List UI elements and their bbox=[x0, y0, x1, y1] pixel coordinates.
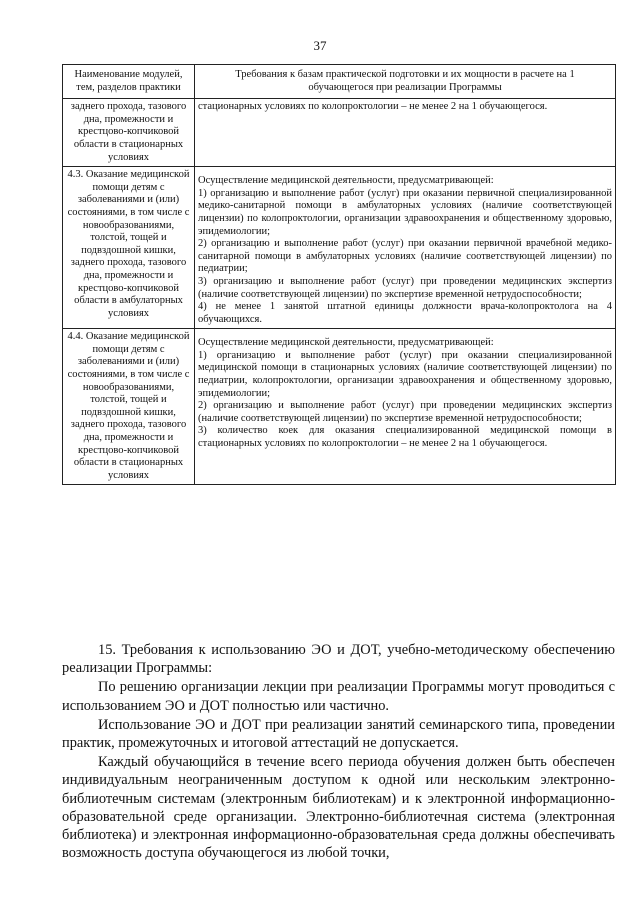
requirement-line: 2) организацию и выполнение работ (услуг) при оказании первичной врачебной медико-санитарной помощи в амбулаторных условиях (наличие соответствующей лицензии) по педиатрии; bbox=[198, 238, 612, 275]
body-text bbox=[62, 641, 615, 863]
page-number: 37 bbox=[313, 38, 327, 53]
table-header-row bbox=[63, 65, 616, 99]
row-requirements-cell bbox=[195, 329, 616, 485]
requirement-line: 3) количество коек для оказания специализированной медицинской помощи в стационарных условиях по колопроктологии – не менее 2 на 1 обучающегося. bbox=[198, 425, 612, 450]
requirements-table bbox=[62, 64, 616, 485]
paragraph: По решению организации лекции при реализации Программы могут проводиться с использованием ЭО и ДОТ полностью или частично. bbox=[62, 679, 615, 714]
header-requirements: Требования к базам практической подготовки и их мощности в расчете на 1 обучающегося при реализации Программы bbox=[195, 65, 616, 99]
paragraph: Каждый обучающийся в течение всего периода обучения должен быть обеспечен индивидуальным неограниченным доступом к одной или нескольким электронно-библиотечным системам (электронным библиотекам) и к электронной информационно-образовательной среде организации. Электронно-библиотечная система (электронная библиотека) и электронная информационно-образовательная среда должны обеспечивать возможность доступа обучающегося из любой точки, bbox=[62, 754, 615, 862]
row-requirements-cell bbox=[195, 167, 616, 329]
requirement-line: 3) организацию и выполнение работ (услуг) при проведении медицинских экспертиз (наличие соответствующей лицензии) по экспертизе временной нетрудоспособности; bbox=[198, 275, 612, 300]
table-row bbox=[63, 99, 616, 167]
row-requirements-cell bbox=[195, 99, 616, 167]
requirement-line: 1) организацию и выполнение работ (услуг) при оказании первичной специализированной медико-санитарной помощи в амбулаторных условиях (наличие соответствующей лицензии) по колопроктологии, организации здравоохранения и общественному здоровью, эпидемиологии; bbox=[198, 187, 612, 237]
row-module-cell: 4.4. Оказание медицинской помощи детям с заболеваниями и (или) состояниями, в том числе с новообразованиями, толстой, тощей и подвздошной кишки, заднего прохода, тазового дна, промежности и крестцово-копчиковой области в стационарных условиях bbox=[63, 329, 195, 485]
requirement-line: 4) не менее 1 занятой штатной единицы должности врача-колопроктолога на 4 обучающихся. bbox=[198, 301, 612, 325]
requirement-line: стационарных условиях по колопроктологии – не менее 2 на 1 обучающегося. bbox=[198, 101, 548, 113]
table-row bbox=[63, 167, 616, 329]
row-module-cell: 4.3. Оказание медицинской помощи детям с заболеваниями и (или) состояниями, в том числе с новообразованиями, толстой, тощей и подвздошной кишки, заднего прохода, тазового дна, промежности и крестцово-копчиковой области в амбулаторных условиях bbox=[63, 167, 195, 329]
section-heading-paragraph: 15. Требования к использованию ЭО и ДОТ, учебно-методическому обеспечению реализации Программы: bbox=[62, 642, 615, 677]
requirement-line: 2) организацию и выполнение работ (услуг) при проведении медицинских экспертиз (наличие соответствующей лицензии) по экспертизе временной нетрудоспособности; bbox=[198, 400, 612, 424]
row-module-cell: заднего прохода, тазового дна, промежности и крестцово-копчиковой области в стационарных условиях bbox=[63, 99, 195, 167]
requirement-line: Осуществление медицинской деятельности, предусматривающей: bbox=[198, 175, 494, 187]
table-row bbox=[63, 329, 616, 485]
paragraph: Использование ЭО и ДОТ при реализации занятий семинарского типа, проведении практик, промежуточных и итоговой аттестаций не допускается. bbox=[62, 716, 615, 752]
header-modules: Наименование модулей, тем, разделов практики bbox=[63, 65, 195, 99]
requirement-line: 1) организацию и выполнение работ (услуг) при оказании специализированной медицинской помощи в стационарных условиях (наличие соответствующей лицензии) по педиатрии, колопроктологии, организации здравоохранения и общественному здоровью, эпидемиологии; bbox=[198, 349, 612, 399]
requirement-line: Осуществление медицинской деятельности, предусматривающей: bbox=[198, 337, 494, 349]
